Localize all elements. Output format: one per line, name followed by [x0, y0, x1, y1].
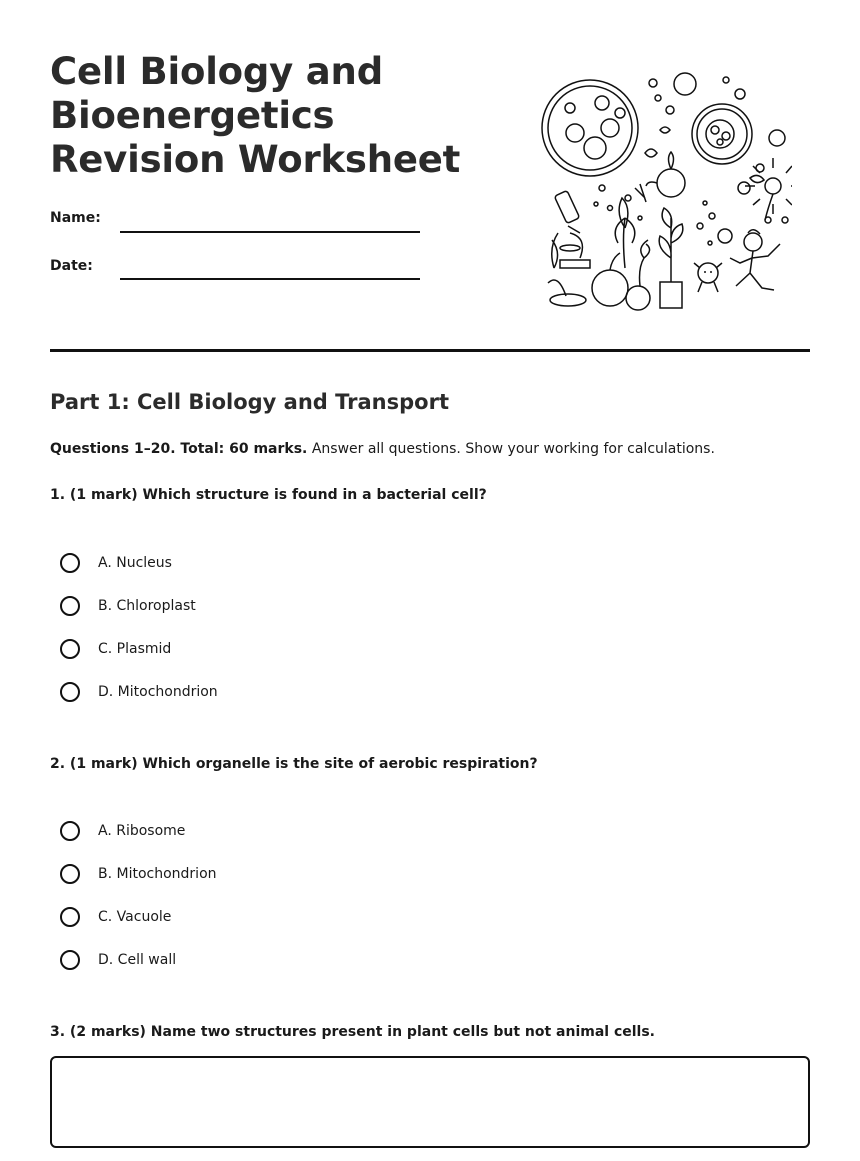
option-label: D. Cell wall [98, 952, 177, 968]
cell-diagram-icon [542, 80, 638, 176]
radio-button[interactable] [60, 639, 80, 659]
date-label: Date: [50, 258, 93, 274]
question-2-option-a[interactable] [60, 821, 185, 841]
germ-icon [698, 263, 718, 283]
option-label: D. Mitochondrion [98, 684, 218, 700]
name-field[interactable] [120, 231, 420, 233]
option-label: C. Vacuole [98, 909, 172, 925]
section-divider [50, 349, 810, 352]
instructions [50, 441, 715, 457]
radio-button[interactable] [60, 864, 80, 884]
question-3-answer-box[interactable] [50, 1056, 810, 1148]
instructions-bold: Questions 1–20. Total: 60 marks. [50, 441, 308, 457]
question-2-option-d[interactable] [60, 950, 176, 970]
radio-button[interactable] [60, 950, 80, 970]
date-field[interactable] [120, 278, 420, 280]
name-label: Name: [50, 210, 101, 226]
question-1-option-c[interactable] [60, 639, 171, 659]
radio-button[interactable] [60, 553, 80, 573]
option-label: A. Nucleus [98, 555, 172, 571]
question-2-option-b[interactable] [60, 864, 217, 884]
question-3-text: 3. (2 marks) Name two structures present in plant cells but not animal cells. [50, 1024, 655, 1040]
radio-button[interactable] [60, 907, 80, 927]
potted-plant-icon [660, 282, 682, 308]
option-label: B. Mitochondrion [98, 866, 217, 882]
radio-button[interactable] [60, 682, 80, 702]
instructions-text: Answer all questions. Show your working for calculations. [307, 441, 715, 457]
microscope-icon [554, 190, 590, 268]
question-1-text: 1. (1 mark) Which structure is found in a bacterial cell? [50, 487, 487, 503]
question-1-option-a[interactable] [60, 553, 172, 573]
child-running-icon [730, 230, 780, 290]
question-1-option-b[interactable] [60, 596, 196, 616]
question-1-option-d[interactable] [60, 682, 218, 702]
option-label: B. Chloroplast [98, 598, 196, 614]
page-title: Cell Biology and Bioenergetics Revision Worksheet [50, 50, 461, 181]
question-2-text: 2. (1 mark) Which organelle is the site of aerobic respiration? [50, 756, 538, 772]
radio-button[interactable] [60, 821, 80, 841]
part-1-title: Part 1: Cell Biology and Transport [50, 390, 449, 414]
question-2-option-c[interactable] [60, 907, 171, 927]
radio-button[interactable] [60, 596, 80, 616]
biology-doodle-illustration [540, 68, 792, 312]
option-label: A. Ribosome [98, 823, 186, 839]
flower-icon [765, 178, 781, 194]
fruit-icon [592, 270, 628, 306]
option-label: C. Plasmid [98, 641, 172, 657]
